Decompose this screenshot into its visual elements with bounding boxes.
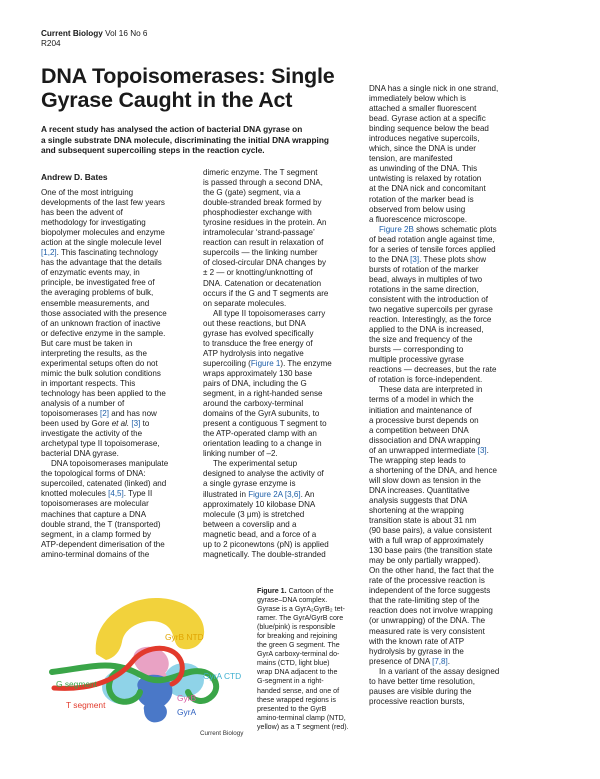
figure-1-illustration	[44, 592, 254, 742]
line: bacterial DNA gyrase.	[41, 449, 119, 459]
summary-line: and subsequent supercoiling steps in the reaction cycle.	[41, 145, 265, 156]
line: those associated with the presence	[41, 308, 167, 318]
text: illustrated in	[203, 489, 249, 499]
gyrb-label: GyrB	[177, 693, 197, 703]
line: bead, always in multiples of two	[369, 274, 483, 284]
text: knotted molecules	[41, 489, 109, 499]
line: observed from below using	[369, 204, 466, 214]
line: with the known rate of ATP	[369, 636, 465, 646]
journal-name: Current Biology	[41, 29, 103, 38]
line: reaction does not involve wrapping	[369, 606, 493, 616]
column-1	[41, 188, 191, 560]
line: investigate the activity of the	[41, 429, 143, 439]
caption-line: mains (CTD, light blue)	[257, 659, 330, 668]
line: intramolecular ‘strand-passage’	[203, 228, 315, 238]
text: topoisomerases	[41, 409, 101, 419]
line: double strand, the T (transported)	[41, 519, 161, 529]
line: rate of the processive reaction is	[369, 576, 485, 586]
line: 130 base pairs (the transition state	[369, 546, 493, 556]
line: domains of the GyrA subunits, to	[203, 409, 320, 419]
line: methodology for investigating	[41, 218, 146, 228]
line: ensemble measurements, and	[41, 298, 150, 308]
line: a single gyrase enzyme is	[203, 479, 296, 489]
caption-line: amino-terminal clamp (NTD,	[257, 713, 346, 722]
line: tyrosine residues in the protein. An	[203, 218, 327, 228]
line: dimeric enzyme. The T segment	[203, 168, 318, 177]
line: machines that capture a DNA	[41, 509, 147, 519]
figure-1-link[interactable]: Figure 1	[250, 358, 281, 368]
line: out these reactions, but DNA	[203, 318, 306, 328]
gyrb-ntd-label: GyrB NTD	[165, 632, 204, 642]
line: wraps approximately 130 base	[203, 368, 313, 378]
line: ATP-dependent dimerisation of the	[41, 539, 165, 549]
paragraph	[41, 188, 191, 459]
line: DNA topoisomerases manipulate	[51, 459, 169, 469]
line: amino-terminal domains of the	[41, 549, 150, 559]
line: rotation of the marker bead is	[369, 194, 474, 204]
article-title-block	[41, 64, 361, 112]
line: consistent with the introduction of	[369, 294, 488, 304]
line: In a variant of the assay designed	[379, 666, 500, 676]
text: presence of DNA	[369, 656, 433, 666]
line: a processive burst depends on	[369, 415, 479, 425]
paragraph	[203, 309, 355, 460]
line: linking number of –2.	[203, 449, 278, 459]
line: of enzymatic events may, in	[41, 268, 140, 278]
caption-line: yellow) as a T segment (red).	[257, 722, 349, 731]
line: These data are interpreted in	[379, 385, 483, 395]
line: up to 2 piconewtons (pN) is applied	[203, 539, 329, 549]
line: immediately below which is	[369, 94, 467, 104]
text: to the DNA	[369, 254, 411, 264]
line: of closed-circular DNA changes by	[203, 258, 326, 268]
figure-2a-link[interactable]: Figure 2A	[248, 489, 283, 499]
summary-line: A recent study has analysed the action of bacterial DNA gyrase on	[41, 124, 303, 134]
line: The wrapping step leads to	[369, 455, 466, 465]
line: dissociation and DNA wrapping	[369, 435, 481, 445]
paragraph	[369, 385, 527, 666]
line: The experimental setup	[213, 459, 298, 469]
gyra-ctd-label: GyrA CTD	[203, 671, 242, 681]
line: between a coverslip and a	[203, 519, 297, 529]
t-segment-label: T segment	[66, 700, 106, 710]
citation-link[interactable]: [3]	[131, 419, 141, 429]
line: reaction. Interestingly, as the force	[369, 315, 492, 325]
line: principle, be investigated free of	[41, 278, 155, 288]
line: in important respects. This	[41, 378, 136, 388]
line: bead. Gyrase action at a specific	[369, 114, 486, 124]
g-segment-label: G segment	[56, 679, 97, 689]
figure-1-caption	[257, 587, 358, 732]
author-name: Andrew D. Bates	[41, 172, 108, 182]
line: of an unknown fraction of inactive	[41, 318, 161, 328]
citation-link[interactable]: [7,8]	[432, 656, 448, 666]
line: technology has been applied to the	[41, 388, 166, 398]
line: orientation leading to a change in	[203, 439, 322, 449]
citation-link[interactable]: [3,6]	[284, 489, 301, 499]
line: the size and frequency of the	[369, 335, 473, 345]
line: topoisomerases are molecular	[41, 499, 149, 509]
line: approximately 10 kilobase DNA	[203, 499, 316, 509]
citation-link[interactable]: [4,5]	[108, 489, 124, 499]
line: ATP hydrolysis into negative	[203, 348, 304, 358]
line: On the other hand, the fact that the	[369, 566, 494, 576]
text-italic: et al.	[111, 419, 130, 429]
text: . This fascinating technology	[56, 248, 159, 258]
caption-line: the green G segment. The	[257, 641, 340, 650]
line: reactions — decreases, but the rate	[369, 365, 497, 375]
line: tension, are manifested	[369, 154, 453, 164]
paragraph	[369, 667, 527, 707]
line: or defective enzyme in the sample.	[41, 328, 166, 338]
text: ). The enzyme	[280, 358, 332, 368]
line: introduces negative supercoils,	[369, 134, 480, 144]
paragraph	[369, 84, 527, 225]
line: But care must be taken in	[41, 338, 133, 348]
line: All type II topoisomerases carry	[213, 308, 326, 318]
text: supercoiling (	[203, 358, 251, 368]
line: of rotation is force-independent.	[369, 375, 483, 385]
line: binding sequence below the bead	[369, 124, 489, 134]
journal-volume: Vol 16 No 6	[105, 29, 148, 38]
line: around the carboxy-terminal	[203, 399, 304, 409]
line: shortening at the wrapping	[369, 505, 464, 515]
caption-line: Gyrase is a GyrA₂GyrB₂ tet-	[257, 605, 345, 614]
line: two negative supercoils per gyrase	[369, 305, 493, 315]
line: hydrolysis by gyrase in the	[369, 646, 464, 656]
line: analysis suggests that DNA	[369, 495, 468, 505]
line: gyrase has evolved specifically	[203, 328, 314, 338]
column-2	[203, 168, 355, 560]
line: developments of the last few years	[41, 198, 165, 208]
citation-link[interactable]: [3]	[410, 254, 420, 264]
paragraph	[203, 168, 355, 309]
line: for a series of tensile forces applied	[369, 244, 496, 254]
line: DNA. Catenation or decatenation	[203, 278, 322, 288]
line: has been the advent of	[41, 208, 123, 218]
line: terms of a model in which the	[369, 395, 474, 405]
line: will slow down as tension in the	[369, 475, 481, 485]
line: transition state is about 31 nm	[369, 516, 477, 526]
line: may be only partially wrapped).	[369, 556, 481, 566]
caption-line: (blue/pink) is responsible	[257, 623, 336, 632]
caption-line: handed sense, and one of	[257, 686, 340, 695]
line: as unwinding of the DNA. This	[369, 164, 478, 174]
line: initiation and maintenance of	[369, 405, 472, 415]
line: supercoiled, catenated (linked) and	[41, 479, 167, 489]
line: which, since the DNA is under	[369, 144, 476, 154]
text: shows schematic plots	[413, 224, 497, 234]
line: molecule (3 μm) is stretched	[203, 509, 305, 519]
page-number: R204	[41, 39, 61, 48]
column-3	[369, 84, 527, 707]
gyra-lower-shape	[144, 702, 167, 722]
paragraph	[41, 459, 191, 559]
line: mimic the bulk solution conditions	[41, 368, 161, 378]
text: been used by Gore	[41, 419, 112, 429]
text: and has now	[109, 409, 157, 419]
line: occurs if the G and T segments are	[203, 288, 329, 298]
line: untwisting is relaxed by rotation	[369, 174, 482, 184]
line: DNA increases. Quantitative	[369, 485, 470, 495]
line: supercoils — the linking number	[203, 248, 318, 258]
line: on separate molecules.	[203, 298, 287, 308]
journal-header	[41, 29, 148, 49]
caption-line: GyrA carboxy-terminal do-	[257, 650, 340, 659]
line: pauses are visible during the	[369, 686, 472, 696]
caption-line: Cartoon of the	[288, 587, 334, 595]
line: designed to analyse the activity of	[203, 469, 324, 479]
citation-link[interactable]: [2]	[100, 409, 109, 419]
line: action at the single molecule level	[41, 238, 162, 248]
line: One of the most intriguing	[41, 188, 134, 197]
caption-line: ramer. The GyrA/GyrB core	[257, 614, 344, 623]
line: magnetic bead, and a force of a	[203, 529, 317, 539]
line: experimental setups often do not	[41, 358, 158, 368]
line: bursts of rotation of the marker	[369, 264, 479, 274]
line: segment, in a clamp formed by	[41, 529, 152, 539]
line: independent of the force suggests	[369, 586, 491, 596]
line: at the DNA nick and concomitant	[369, 184, 486, 194]
line: double-stranded break formed by	[203, 198, 322, 208]
citation-link[interactable]: [3]	[477, 445, 487, 455]
gyra-label: GyrA	[177, 707, 197, 717]
caption-line: for breaking and rejoining	[257, 632, 338, 641]
caption-line: G-segment in a right-	[257, 677, 324, 686]
figure-2b-link[interactable]: Figure 2B	[379, 224, 414, 234]
line: analysis of a number of	[41, 398, 125, 408]
article-summary	[41, 124, 361, 156]
caption-line: presented to the GyrB	[257, 704, 327, 713]
line: pairs of DNA, including the G	[203, 378, 307, 388]
text: to	[140, 419, 150, 429]
text: .	[486, 445, 489, 455]
line: rotations in the same direction,	[369, 284, 479, 294]
line: is passed through a second DNA,	[203, 178, 323, 188]
line: archetypal type II topoisomerase,	[41, 439, 160, 449]
text: .	[447, 656, 450, 666]
caption-line: gyrase–DNA complex.	[257, 596, 328, 605]
line: a shortening of the DNA, and hence	[369, 465, 497, 475]
line: interpreting the results, as the	[41, 348, 148, 358]
line: a fluorescence microscope.	[369, 214, 467, 224]
paragraph	[203, 459, 355, 559]
line: the topological forms of DNA:	[41, 469, 146, 479]
line: ± 2 — or knotting/unknotting of	[203, 268, 313, 278]
text: of an unwrapped intermediate	[369, 445, 478, 455]
line: segment, in a right-handed sense	[203, 389, 323, 399]
line: the averaging problems of bulk,	[41, 288, 154, 298]
line: to have better time resolution,	[369, 676, 476, 686]
line: DNA has a single nick in one strand,	[369, 84, 499, 93]
line: attached a smaller fluorescent	[369, 104, 477, 114]
text: . Type II	[123, 489, 153, 499]
line: that the rate-limiting step of the	[369, 596, 480, 606]
line: applied to the DNA is increased,	[369, 325, 484, 335]
line: (90 base pairs), a value consistent	[369, 526, 492, 536]
line: has the advantage that the details	[41, 258, 162, 268]
line: multiple processive gyrase	[369, 355, 464, 365]
caption-line: these wrapped regions is	[257, 695, 336, 704]
paragraph	[369, 225, 527, 386]
line: phosphodiester exchange with	[203, 208, 312, 218]
line: a competition between DNA	[369, 425, 469, 435]
citation-link[interactable]: [1,2]	[41, 248, 57, 258]
line: the G (gate) segment, via a	[203, 188, 301, 198]
caption-line: wrap DNA adjacent to the	[257, 668, 338, 677]
line: with a full wrap of approximately	[369, 536, 484, 546]
line: measured rate is very consistent	[369, 626, 485, 636]
line: magnetically. The double-stranded	[203, 549, 326, 559]
figure-credit: Current Biology	[200, 730, 244, 737]
article-title	[41, 64, 361, 112]
line: of bead rotation angle against time,	[369, 234, 495, 244]
line: the ATP-operated clamp with an	[203, 429, 317, 439]
line: (or unwrapping) of the DNA. The	[369, 616, 486, 626]
line: bursts — corresponding to	[369, 345, 464, 355]
title-line-1: DNA Topoisomerases: Single	[41, 64, 335, 88]
line: reaction can result in relaxation of	[203, 238, 324, 248]
title-line-2: Gyrase Caught in the Act	[41, 88, 293, 112]
line: present a contiguous T segment to	[203, 419, 327, 429]
caption-label: Figure 1.	[257, 587, 287, 595]
line: processive reaction bursts,	[369, 696, 465, 706]
text: . These plots show	[419, 254, 487, 264]
line: biopolymer molecules and enzyme	[41, 228, 165, 238]
gyrase-dna-cartoon	[44, 592, 254, 742]
text: . An	[300, 489, 315, 499]
line: to transduce the free energy of	[203, 338, 313, 348]
summary-line: a single substrate DNA molecule, discriminating the initial DNA wrapping	[41, 134, 329, 145]
